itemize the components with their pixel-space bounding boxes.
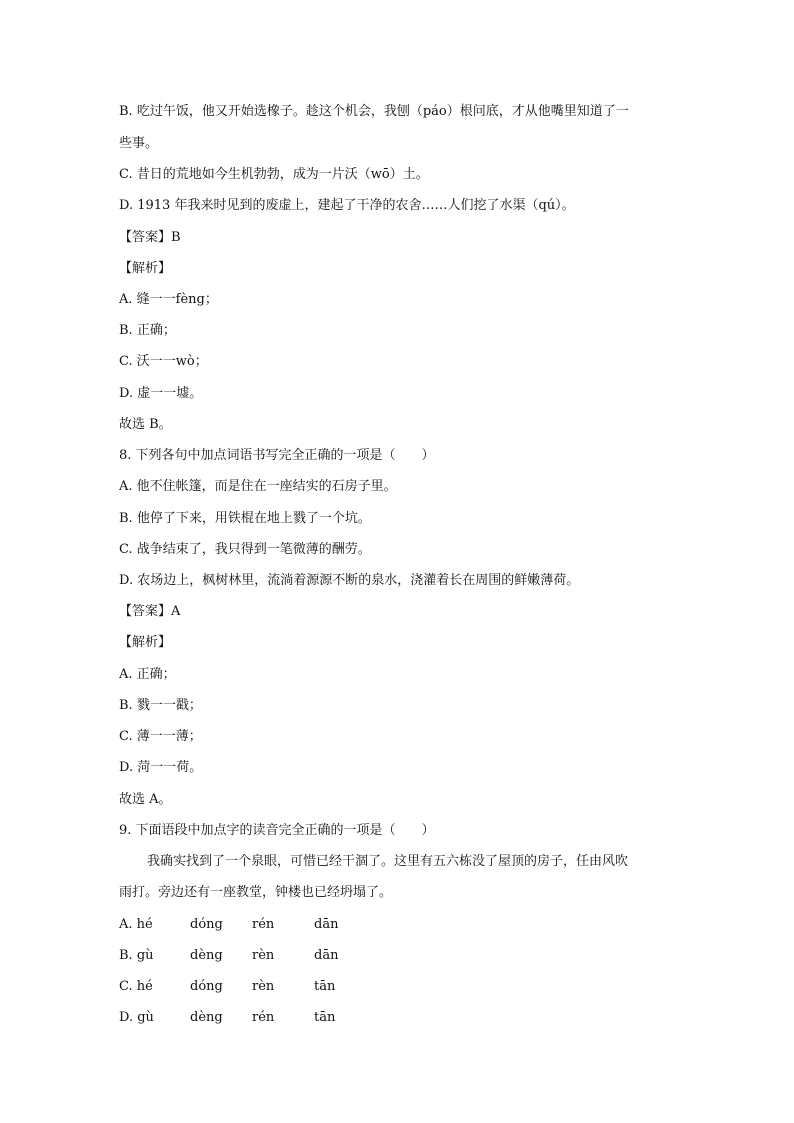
- q9-passage-line2: 雨打。旁边还有一座教堂，钟楼也已经坍塌了。: [119, 885, 393, 900]
- q7-answer: 【答案】B: [119, 230, 181, 245]
- q9-option-a-pinyin-3: rén: [252, 917, 275, 932]
- q9-option-c-label: C. hé: [119, 979, 153, 994]
- q8-analysis-a: A. 正确；: [119, 667, 176, 682]
- q8-analysis-c: C. 薄一一薄；: [119, 729, 202, 744]
- q7-analysis-heading: 【解析】: [119, 261, 172, 276]
- q7-option-d: D. 1913 年我来时见到的废虚上，建起了干净的农舍……人们挖了水渠（qú）。: [119, 198, 575, 213]
- q8-conclusion: 故选 A。: [119, 792, 172, 807]
- q9-option-d-label: D. gù: [119, 1010, 154, 1025]
- q9-option-d-pinyin-4: tān: [314, 1010, 336, 1025]
- q9-option-b-pinyin-4: dān: [314, 948, 339, 963]
- q8-option-d: D. 农场边上，枫树林里，流淌着源源不断的泉水，浇灌着长在周围的鲜嫩薄荷。: [119, 573, 580, 588]
- q7-conclusion: 故选 B。: [119, 417, 172, 432]
- q9-option-b-pinyin-3: rèn: [252, 948, 275, 963]
- q8-analysis-d: D. 菏一一荷。: [119, 760, 203, 775]
- q7-analysis-b: B. 正确；: [119, 323, 176, 338]
- q8-option-a: A. 他不住帐篷，而是住在一座结实的石房子里。: [119, 479, 397, 494]
- q9-passage-line1: 我确实找到了一个泉眼，可惜已经干涸了。这里有五六栋没了屋顶的房子，任由风吹: [147, 854, 629, 869]
- q9-stem: 9. 下面语段中加点字的读音完全正确的一项是（ ）: [119, 823, 435, 838]
- q9-option-b-label: B. gù: [119, 948, 154, 963]
- q8-answer: 【答案】A: [119, 604, 181, 619]
- q7-analysis-d: D. 虚一一墟。: [119, 386, 203, 401]
- q9-option-c-pinyin-4: tān: [314, 979, 336, 994]
- q7-analysis-c: C. 沃一一wò；: [119, 354, 208, 369]
- q8-option-c: C. 战争结束了，我只得到一笔微薄的酬劳。: [119, 542, 371, 557]
- q9-option-a-pinyin-4: dān: [314, 917, 339, 932]
- q9-option-c-pinyin-2: dóng: [190, 979, 223, 994]
- q7-option-c: C. 昔日的荒地如今生机勃勃，成为一片沃（wō）土。: [119, 167, 429, 182]
- q7-option-b-line2: 些事。: [119, 136, 159, 151]
- q8-option-b: B. 他停了下来，用铁棍在地上戮了一个坑。: [119, 511, 371, 526]
- q8-analysis-heading: 【解析】: [119, 635, 172, 650]
- q9-option-d-pinyin-3: rén: [252, 1010, 275, 1025]
- q8-stem: 8. 下列各句中加点词语书写完全正确的一项是（ ）: [119, 448, 435, 463]
- q9-option-b-pinyin-2: dèng: [190, 948, 223, 963]
- q9-option-a-label: A. hé: [119, 917, 153, 932]
- q7-analysis-a: A. 缝一一fèng；: [119, 292, 218, 307]
- q9-option-a-pinyin-2: dóng: [190, 917, 223, 932]
- q8-analysis-b: B. 戮一一戳；: [119, 698, 202, 713]
- q9-option-c-pinyin-3: rèn: [252, 979, 275, 994]
- q9-option-d-pinyin-2: dèng: [190, 1010, 223, 1025]
- q7-option-b-line1: B. 吃过午饭，他又开始选橡子。趁这个机会，我刨（páo）根问底，才从他嘴里知道了一: [119, 104, 629, 119]
